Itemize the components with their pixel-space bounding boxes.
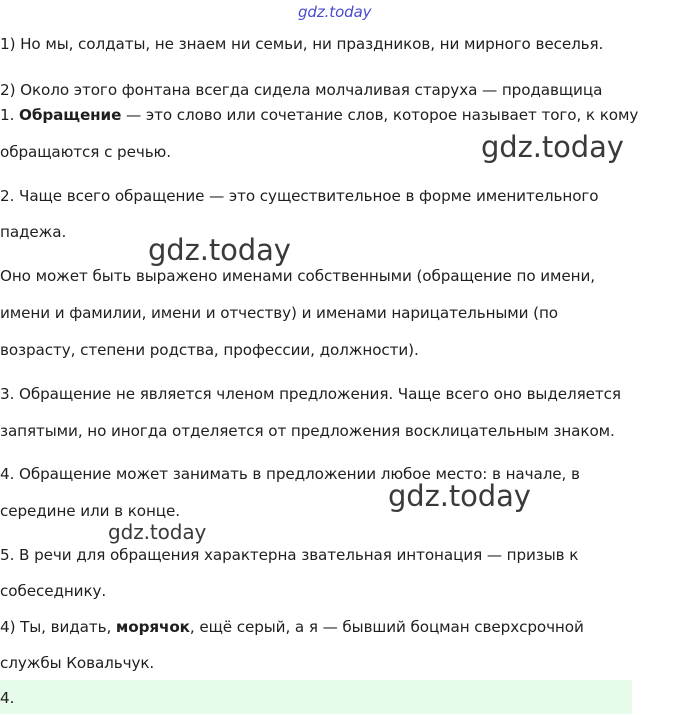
rule-4-line-2: середине или в конце. bbox=[0, 502, 181, 520]
sentence-4-pre: 4) Ты, видать, bbox=[0, 618, 116, 636]
term-obrashchenie: Обращение bbox=[19, 106, 122, 124]
watermark-top: gdz.today bbox=[298, 3, 372, 21]
rule-5-line-1: 5. В речи для обращения характерна звательная интонация — призыв к bbox=[0, 546, 579, 564]
rule-3-line-1: 3. Обращение не является членом предложения. Чаще всего оно выделяется bbox=[0, 385, 621, 403]
watermark-1: gdz.today bbox=[481, 130, 624, 164]
sentence-4-line-1 bbox=[0, 617, 584, 637]
rule-5-line-2: собеседнику. bbox=[0, 582, 107, 600]
watermark-2: gdz.today bbox=[148, 233, 291, 267]
rule-3-line-2: запятыми, но иногда отделяется от предложения восклицательным знаком. bbox=[0, 422, 615, 440]
rule-1-line-1 bbox=[0, 105, 638, 125]
rule-2b-line-2: имени и фамилии, имени и отчеству) и именами нарицательными (по bbox=[0, 304, 558, 322]
sentence-4-address-word: морячок bbox=[115, 618, 190, 636]
watermark-3: gdz.today bbox=[388, 479, 531, 513]
rule-2-line-2: падежа. bbox=[0, 223, 67, 241]
rule-2b-line-1: Оно может быть выражено именами собственными (обращение по имени, bbox=[0, 267, 595, 285]
rule-2-line-1: 2. Чаще всего обращение — это существительное в форме именительного bbox=[0, 187, 599, 205]
sentence-1: 1) Но мы, солдаты, не знаем ни семьи, ни праздников, ни мирного веселья. bbox=[0, 35, 604, 53]
rule-1-text: — это слово или сочетание слов, которое называет того, к кому bbox=[121, 106, 639, 124]
answer-highlight bbox=[0, 680, 632, 714]
sentence-2: 2) Около этого фонтана всегда сидела молчаливая старуха — продавщица bbox=[0, 81, 603, 99]
sentence-4-line-2: службы Ковальчук. bbox=[0, 654, 155, 672]
watermark-4: gdz.today bbox=[108, 520, 207, 544]
rule-1-line-2: обращаются с речью. bbox=[0, 143, 171, 161]
rule-4-line-1: 4. Обращение может занимать в предложении любое место: в начале, в bbox=[0, 465, 580, 483]
answer-label: 4. bbox=[0, 689, 15, 707]
sentence-4-post: , ещё серый, а я — бывший боцман сверхсрочной bbox=[189, 618, 584, 636]
rule-2b-line-3: возрасту, степени родства, профессии, должности). bbox=[0, 341, 419, 359]
rule-1-number: 1. bbox=[0, 106, 20, 124]
